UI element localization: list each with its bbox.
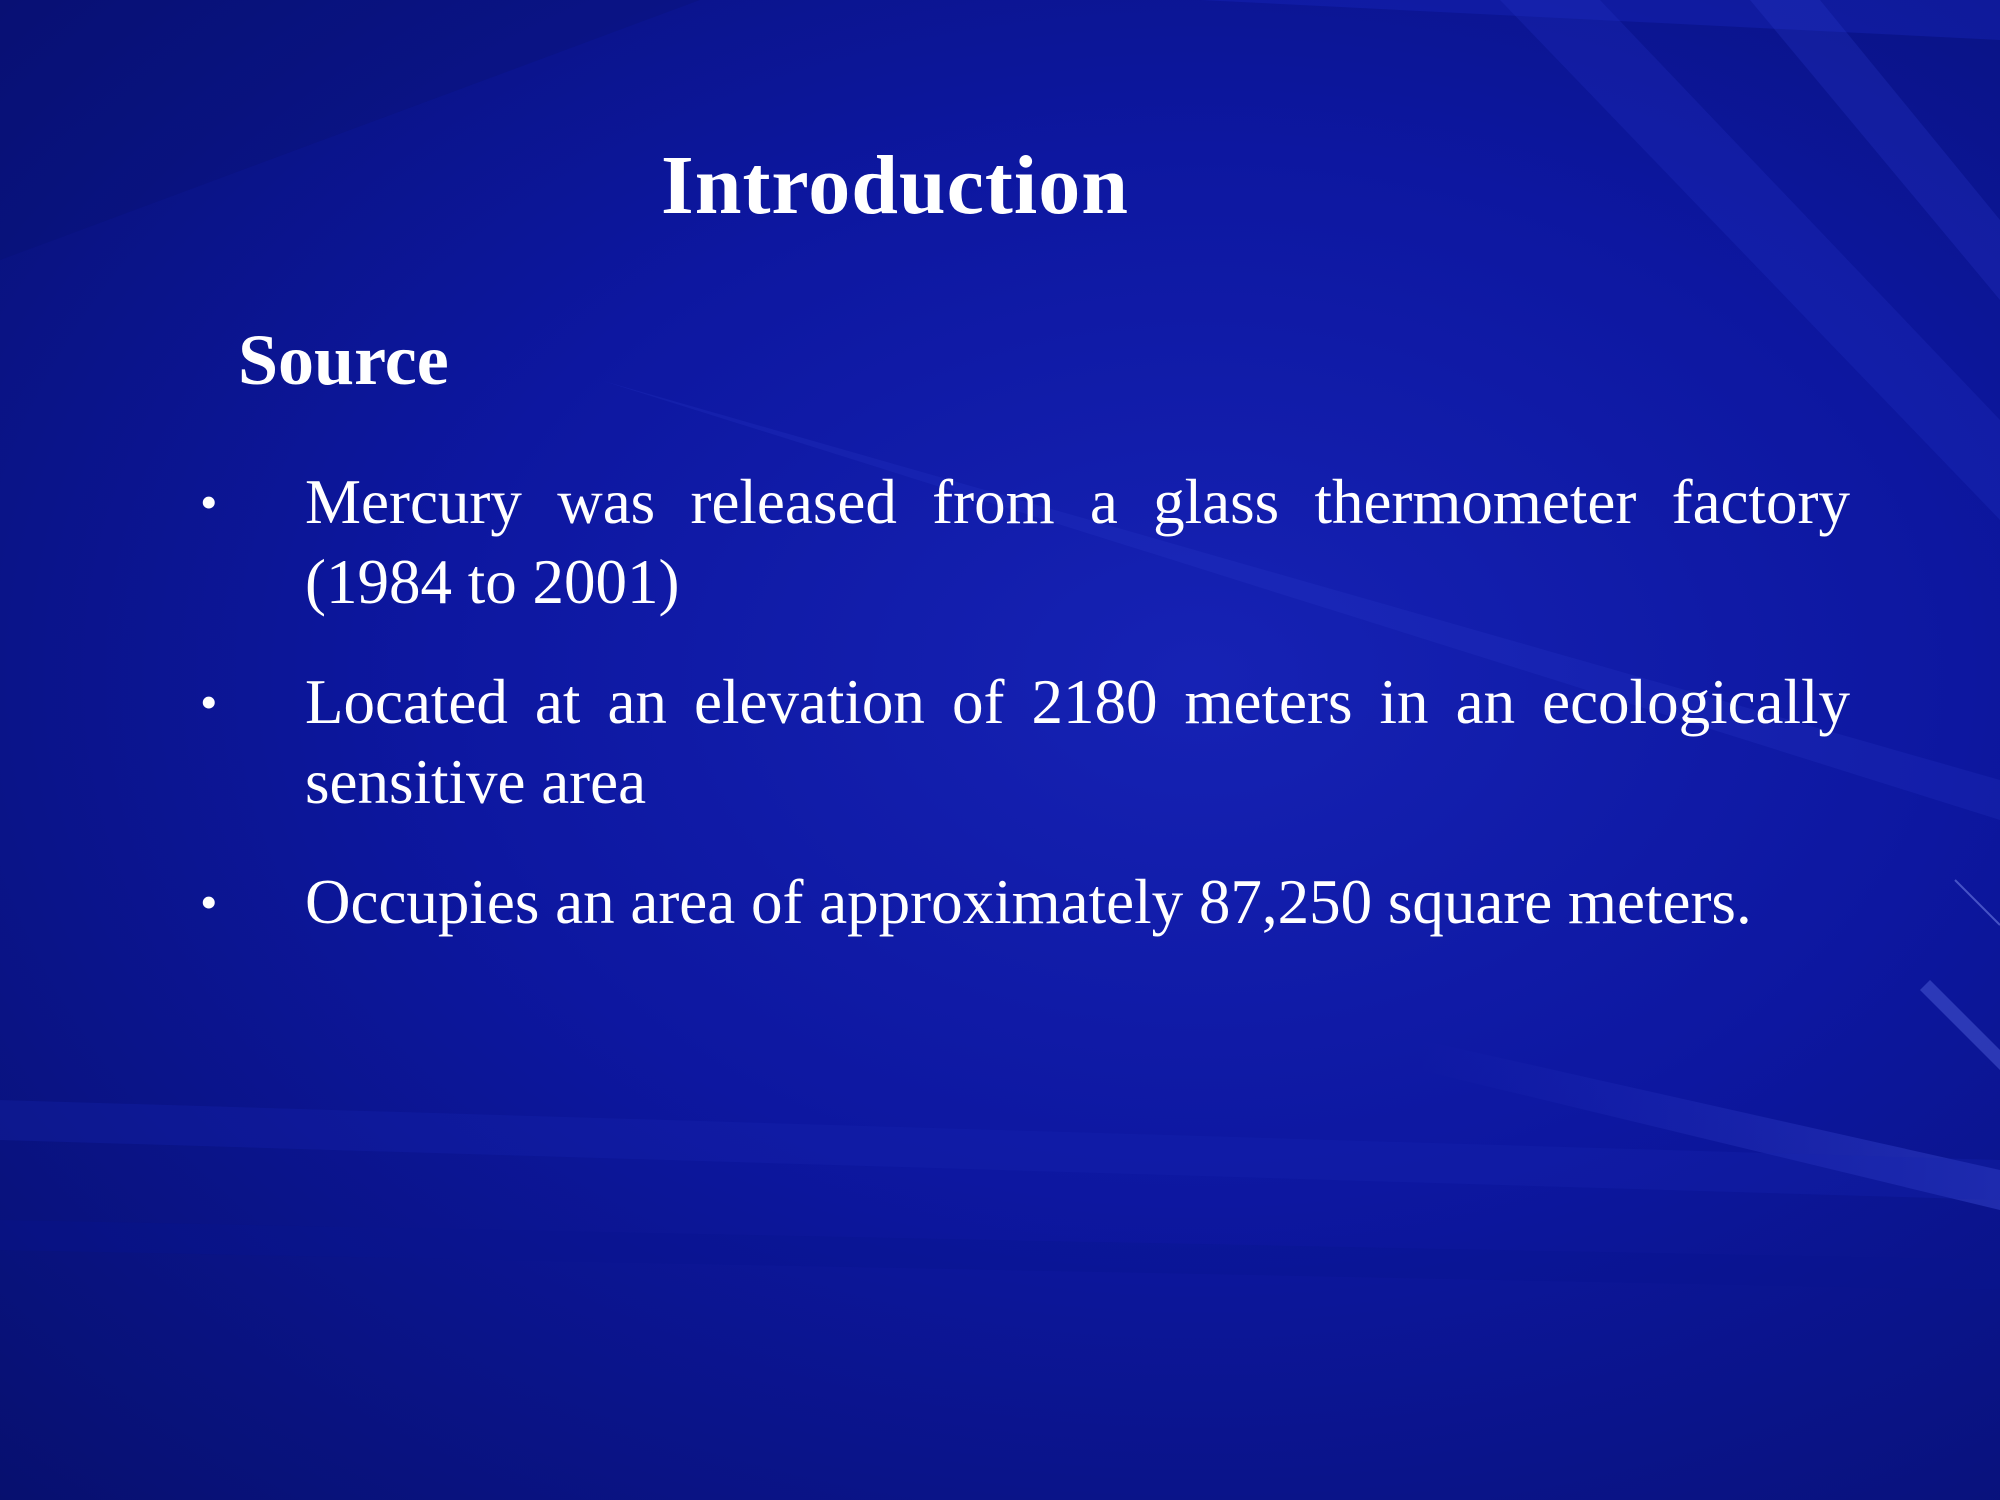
bullet-dot-icon: • xyxy=(200,874,218,930)
bullet-item xyxy=(200,462,1850,622)
bullet-dot-icon: • xyxy=(200,474,218,530)
section-heading: Source xyxy=(238,320,449,400)
bullet-text: Located at an elevation of 2180 meters in an ecologically sensitive area xyxy=(305,667,1850,817)
bullet-list xyxy=(200,462,1850,982)
bullet-item xyxy=(200,862,1850,942)
slide-title: Introduction xyxy=(661,139,1129,232)
bullet-text: Occupies an area of approximately 87,250 square meters. xyxy=(305,867,1752,937)
bullet-text: Mercury was released from a glass thermometer factory (1984 to 2001) xyxy=(305,467,1850,617)
bullet-dot-icon: • xyxy=(200,674,218,730)
bullet-item xyxy=(200,662,1850,822)
